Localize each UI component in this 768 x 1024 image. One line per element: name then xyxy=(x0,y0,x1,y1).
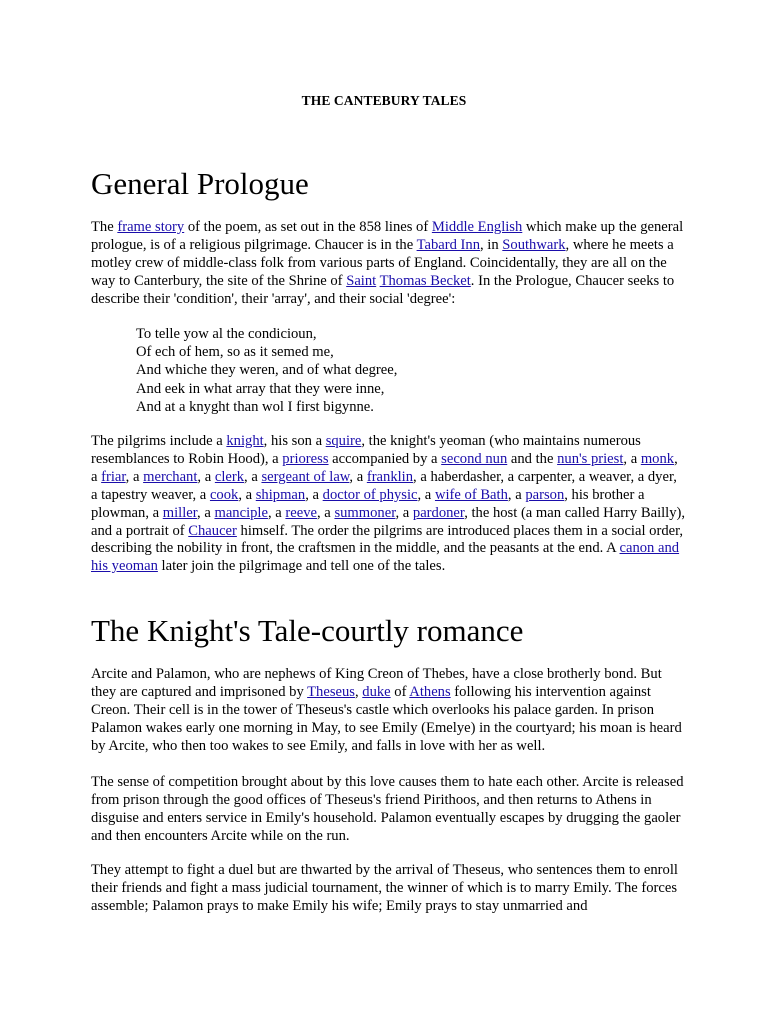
paragraph-knights-tale-1: Arcite and Palamon, who are nephews of King Creon of Thebes, have a close brotherly bond. But they are captured and imprisoned by Theseus, duke of Athens following his intervention against Creon. Their cell is in the tower of Theseus's castle which overlooks his palace garden. In prison Palamon wakes early one morning in May, to see Emily (Emelye) in the courtyard; his moan is heard by Arcite, who then too wakes to see Emily, and falls in love with her as well. xyxy=(91,666,682,754)
verse-line: And at a knyght than wol I first bigynne. xyxy=(136,398,374,415)
link-squire[interactable]: squire xyxy=(325,433,362,449)
link-tabard-inn[interactable]: Tabard Inn xyxy=(416,236,480,253)
link-thomas-becket[interactable]: Thomas Becket xyxy=(379,272,471,289)
verse-line: Of ech of hem, so as it semed me, xyxy=(136,344,334,361)
link-wife-of-bath[interactable]: wife of Bath xyxy=(434,486,508,503)
section-heading-knights-tale: The Knight's Tale-courtly romance xyxy=(91,613,524,648)
link-prioress[interactable]: prioress xyxy=(282,450,329,467)
link-shipman[interactable]: shipman xyxy=(255,486,306,503)
link-frame-story[interactable]: frame story xyxy=(117,219,185,235)
link-clerk[interactable]: clerk xyxy=(214,468,245,485)
section-heading-general-prologue: General Prologue xyxy=(91,166,309,201)
link-duke[interactable]: duke xyxy=(362,683,391,700)
link-parson[interactable]: parson xyxy=(525,486,565,503)
link-athens[interactable]: Athens xyxy=(409,683,451,700)
document-title: THE CANTEBURY TALES xyxy=(301,93,467,108)
paragraph-prologue-intro: The frame story of the poem, as set out in the 858 lines of Middle English which make up the general prologue, is of a religious pilgrimage. Chaucer is in the Tabard Inn, in Southwark, where he meets a motley crew of middle-class folk from various parts of England. Coincidentally, they are all on the way to Canterbury, the site of the Shrine of Saint Thomas Becket. In the Prologue, Chaucer seeks to describe their 'condition', their 'array', and their social 'degree': xyxy=(91,219,684,307)
link-theseus[interactable]: Theseus xyxy=(307,683,355,700)
link-doctor-of-physic[interactable]: doctor of physic xyxy=(322,486,418,503)
verse-line: To telle yow al the condicioun, xyxy=(136,326,317,342)
link-sergeant-of-law[interactable]: sergeant of law xyxy=(261,468,350,485)
paragraph-knights-tale-3: They attempt to fight a duel but are thwarted by the arrival of Theseus, who sentences them to enroll their friends and fight a mass judicial tournament, the winner of which is to marry Emily. The forces assemble; Palamon prays to make Emily his wife; Emily prays to stay unmarried and xyxy=(91,862,678,914)
link-saint[interactable]: Saint xyxy=(346,272,377,289)
link-monk[interactable]: monk xyxy=(640,450,675,467)
link-middle-english[interactable]: Middle English xyxy=(431,219,523,235)
link-cook[interactable]: cook xyxy=(209,486,239,503)
link-merchant[interactable]: merchant xyxy=(143,468,198,485)
link-friar[interactable]: friar xyxy=(101,468,126,485)
link-chaucer[interactable]: Chaucer xyxy=(188,522,237,539)
link-miller[interactable]: miller xyxy=(162,504,198,521)
link-manciple[interactable]: manciple xyxy=(214,504,268,521)
verse-line: And whiche they weren, and of what degree, xyxy=(136,362,398,379)
link-second-nun[interactable]: second nun xyxy=(441,450,508,467)
link-knight[interactable]: knight xyxy=(226,433,264,449)
paragraph-pilgrims: The pilgrims include a knight, his son a squire, the knight's yeoman (who maintains numerous resemblances to Robin Hood), a prioress accompanied by a second nun and the nun's priest, a monk, a friar, a merchant, a clerk, a sergeant of law, a franklin, a haberdasher, a carpenter, a weaver, a dyer, a tapestry weaver, a cook, a shipman, a doctor of physic, a wife of Bath, a parson, his brother a plowman, a miller, a manciple, a reeve, a summoner, a pardoner, the host (a man called Harry Bailly), and a portrait of Chaucer himself. The order the pilgrims are introduced places them in a social order, describing the nobility in front, the craftsmen in the middle, and the peasants at the end. A canon and his yeoman later join the pilgrimage and tell one of the tales. xyxy=(91,433,686,575)
verse-quote xyxy=(136,325,397,416)
link-nun-s-priest[interactable]: nun's priest xyxy=(557,450,624,467)
link-canon-and-his-yeoman[interactable]: canon and his yeoman xyxy=(91,540,680,575)
link-pardoner[interactable]: pardoner xyxy=(412,504,465,521)
link-summoner[interactable]: summoner xyxy=(334,504,396,521)
link-reeve[interactable]: reeve xyxy=(285,504,317,521)
verse-line: And eek in what array that they were inne, xyxy=(136,380,385,397)
paragraph-knights-tale-2: The sense of competition brought about by this love causes them to hate each other. Arcite is released from prison through the good offices of Theseus's friend Pirithoos, and then returns to Athens in disguise and enters service in Emily's household. Palamon eventually escapes by drugging the gaoler and then encounters Arcite while on the run. xyxy=(91,774,684,844)
link-franklin[interactable]: franklin xyxy=(366,468,414,485)
link-southwark[interactable]: Southwark xyxy=(502,236,566,253)
